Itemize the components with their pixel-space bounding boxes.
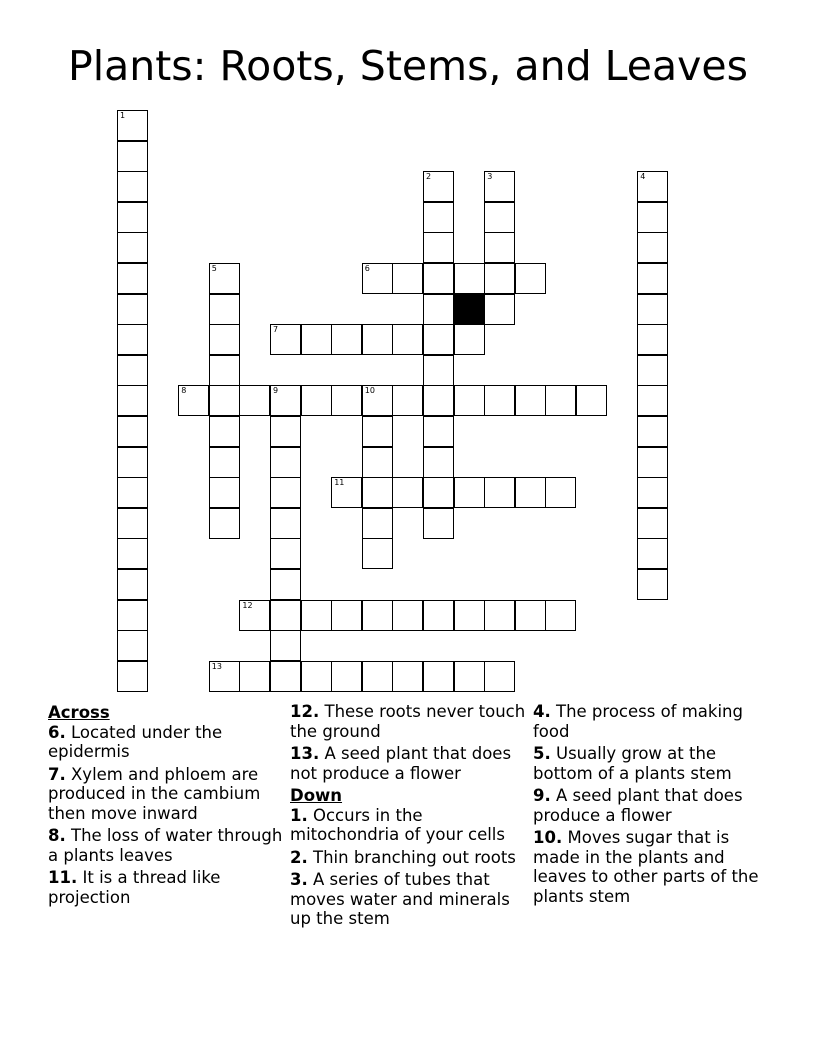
clue-column-3 bbox=[533, 702, 773, 909]
grid-cell[interactable] bbox=[209, 355, 240, 386]
clue-number: 11 bbox=[334, 478, 345, 488]
grid-cell[interactable] bbox=[117, 477, 148, 508]
grid-cell[interactable] bbox=[484, 477, 515, 508]
grid-cell[interactable] bbox=[239, 661, 270, 692]
grid-cell[interactable] bbox=[637, 171, 668, 202]
clue-number: 7 bbox=[273, 325, 279, 335]
clue-number: 9 bbox=[273, 386, 279, 396]
grid-cell[interactable] bbox=[301, 600, 332, 631]
grid-cell[interactable] bbox=[545, 477, 576, 508]
grid-cell[interactable] bbox=[637, 232, 668, 263]
clue-down-9: 9. A seed plant that does produce a flower bbox=[533, 786, 743, 825]
grid-cell[interactable] bbox=[362, 661, 393, 692]
grid-cell[interactable] bbox=[331, 600, 362, 631]
grid-cell[interactable] bbox=[423, 385, 454, 416]
clue-number: 2 bbox=[426, 172, 432, 182]
grid-cell[interactable] bbox=[637, 538, 668, 569]
grid-cell[interactable] bbox=[117, 600, 148, 631]
grid-cell[interactable] bbox=[484, 202, 515, 233]
grid-cell[interactable] bbox=[423, 263, 454, 294]
grid-cell[interactable] bbox=[362, 385, 393, 416]
grid-cell[interactable] bbox=[270, 385, 301, 416]
grid-cell[interactable] bbox=[117, 294, 148, 325]
grid-cell[interactable] bbox=[545, 600, 576, 631]
grid-cell[interactable] bbox=[331, 661, 362, 692]
grid-cell[interactable] bbox=[484, 385, 515, 416]
clue-column-2 bbox=[290, 702, 530, 932]
clue-number: 8 bbox=[181, 386, 187, 396]
grid-cell[interactable] bbox=[209, 477, 240, 508]
grid-cell[interactable] bbox=[423, 202, 454, 233]
grid-cell[interactable] bbox=[117, 385, 148, 416]
grid-cell[interactable] bbox=[423, 171, 454, 202]
clue-number: 10 bbox=[364, 386, 375, 396]
grid-cell[interactable] bbox=[637, 447, 668, 478]
clue-across-12: 12. These roots never touch the ground bbox=[290, 702, 526, 741]
grid-cell[interactable] bbox=[637, 508, 668, 539]
clue-down-10: 10. Moves sugar that is made in the plants and leaves to other parts of the plants stem bbox=[533, 828, 759, 906]
grid-cell[interactable] bbox=[270, 661, 301, 692]
grid-cell[interactable] bbox=[454, 324, 485, 355]
grid-cell[interactable] bbox=[270, 447, 301, 478]
grid-cell[interactable] bbox=[637, 202, 668, 233]
grid-cell[interactable] bbox=[454, 661, 485, 692]
grid-cell[interactable] bbox=[117, 569, 148, 600]
clue-across-7: 7. Xylem and phloem are produced in the cambium then move inward bbox=[48, 764, 261, 823]
clue-number: 6 bbox=[364, 264, 370, 273]
grid-cell[interactable] bbox=[270, 508, 301, 539]
grid-cell[interactable] bbox=[423, 294, 454, 325]
grid-cell[interactable] bbox=[637, 324, 668, 355]
grid-cell[interactable] bbox=[117, 202, 148, 233]
grid-cell[interactable] bbox=[637, 385, 668, 416]
clue-column-1 bbox=[48, 702, 283, 910]
grid-cell[interactable] bbox=[117, 171, 148, 202]
grid-cell[interactable] bbox=[362, 447, 393, 478]
grid-cell[interactable] bbox=[362, 263, 393, 294]
clue-number: 3 bbox=[487, 172, 493, 182]
grid-cell[interactable] bbox=[392, 324, 423, 355]
grid-cell[interactable] bbox=[454, 263, 485, 294]
grid-cell[interactable] bbox=[209, 385, 240, 416]
grid-cell[interactable] bbox=[301, 661, 332, 692]
grid-cell[interactable] bbox=[239, 385, 270, 416]
grid-cell[interactable] bbox=[331, 477, 362, 508]
grid-cell[interactable] bbox=[515, 385, 546, 416]
grid-cell[interactable] bbox=[270, 477, 301, 508]
grid-cell[interactable] bbox=[117, 538, 148, 569]
clue-number: 12 bbox=[242, 600, 253, 610]
grid-cell[interactable] bbox=[209, 324, 240, 355]
grid-cell[interactable] bbox=[484, 294, 515, 325]
clue-across-13: 13. A seed plant that does not produce a flower bbox=[290, 744, 512, 783]
grid-cell[interactable] bbox=[515, 263, 546, 294]
grid-cell[interactable] bbox=[209, 294, 240, 325]
grid-cell[interactable] bbox=[270, 538, 301, 569]
clue-down-4: 4. The process of making food bbox=[533, 702, 743, 741]
across-heading: Across bbox=[48, 703, 110, 722]
grid-cell[interactable] bbox=[423, 447, 454, 478]
grid-cell[interactable] bbox=[270, 416, 301, 447]
grid-cell[interactable] bbox=[423, 508, 454, 539]
grid-cell[interactable] bbox=[515, 600, 546, 631]
grid-cell[interactable] bbox=[270, 630, 301, 661]
grid-cell[interactable] bbox=[515, 477, 546, 508]
grid-cell[interactable] bbox=[209, 661, 240, 692]
grid-cell[interactable] bbox=[423, 324, 454, 355]
grid-cell[interactable] bbox=[117, 508, 148, 539]
clue-number: 13 bbox=[211, 661, 222, 671]
grid-cell[interactable] bbox=[637, 477, 668, 508]
grid-cell[interactable] bbox=[117, 416, 148, 447]
grid-cell[interactable] bbox=[362, 477, 393, 508]
clue-number: 4 bbox=[640, 172, 646, 182]
grid-cell[interactable] bbox=[331, 385, 362, 416]
grid-cell[interactable] bbox=[454, 385, 485, 416]
grid-cell[interactable] bbox=[209, 416, 240, 447]
grid-cell[interactable] bbox=[576, 385, 607, 416]
grid-cell[interactable] bbox=[392, 263, 423, 294]
grid-cell[interactable] bbox=[362, 324, 393, 355]
grid-cell[interactable] bbox=[209, 508, 240, 539]
grid-cell[interactable] bbox=[484, 232, 515, 263]
clue-across-11: 11. It is a thread like projection bbox=[48, 868, 221, 907]
grid-cell[interactable] bbox=[117, 324, 148, 355]
grid-cell[interactable] bbox=[239, 600, 270, 631]
grid-cell[interactable] bbox=[270, 324, 301, 355]
grid-cell[interactable] bbox=[117, 232, 148, 263]
grid-cell[interactable] bbox=[117, 263, 148, 294]
clue-down-2: 2. Thin branching out roots bbox=[290, 847, 516, 867]
grid-cell[interactable] bbox=[484, 600, 515, 631]
grid-cell[interactable] bbox=[484, 263, 515, 294]
grid-cell[interactable] bbox=[545, 385, 576, 416]
clue-number: 1 bbox=[120, 111, 126, 120]
clue-across-8: 8. The loss of water through a plants leaves bbox=[48, 826, 283, 865]
grid-cell[interactable] bbox=[637, 355, 668, 386]
clue-across-6: 6. Located under the epidermis bbox=[48, 722, 223, 761]
grid-cell[interactable] bbox=[117, 141, 148, 172]
grid-cell[interactable] bbox=[637, 416, 668, 447]
grid-cell[interactable] bbox=[392, 600, 423, 631]
grid-cell[interactable] bbox=[423, 416, 454, 447]
grid-cell[interactable] bbox=[392, 385, 423, 416]
clue-down-3: 3. A series of tubes that moves water and minerals up the stem bbox=[290, 870, 510, 928]
grid-cell[interactable] bbox=[117, 110, 148, 141]
grid-cell[interactable] bbox=[209, 447, 240, 478]
clue-down-5: 5. Usually grow at the bottom of a plants stem bbox=[533, 744, 732, 783]
grid-cell[interactable] bbox=[362, 508, 393, 539]
grid-cell[interactable] bbox=[117, 447, 148, 478]
grid-cell[interactable] bbox=[392, 477, 423, 508]
grid-cell[interactable] bbox=[637, 263, 668, 294]
clue-down-1: 1. Occurs in the mitochondria of your cells bbox=[290, 805, 505, 844]
down-heading: Down bbox=[290, 786, 343, 805]
grid-cell[interactable] bbox=[423, 600, 454, 631]
grid-cell[interactable] bbox=[637, 294, 668, 325]
grid-cell[interactable] bbox=[637, 569, 668, 600]
grid-cell[interactable] bbox=[454, 600, 485, 631]
grid-cell[interactable] bbox=[454, 477, 485, 508]
grid-cell[interactable] bbox=[117, 630, 148, 661]
grid-cell[interactable] bbox=[423, 232, 454, 263]
black-cell bbox=[454, 294, 485, 325]
grid-cell[interactable] bbox=[484, 661, 515, 692]
grid-cell[interactable] bbox=[209, 263, 240, 294]
grid-cell[interactable] bbox=[270, 569, 301, 600]
grid-cell[interactable] bbox=[301, 385, 332, 416]
grid-cell[interactable] bbox=[270, 600, 301, 631]
grid-cell[interactable] bbox=[423, 355, 454, 386]
grid-cell[interactable] bbox=[423, 477, 454, 508]
grid-cell[interactable] bbox=[331, 324, 362, 355]
puzzle-title: Plants: Roots, Stems, and Leaves bbox=[67, 42, 748, 90]
grid-cell[interactable] bbox=[117, 355, 148, 386]
grid-cell[interactable] bbox=[117, 661, 148, 692]
clue-number: 5 bbox=[211, 264, 217, 273]
grid-cell[interactable] bbox=[392, 661, 423, 692]
grid-cell[interactable] bbox=[178, 385, 209, 416]
grid-cell[interactable] bbox=[484, 171, 515, 202]
grid-cell[interactable] bbox=[301, 324, 332, 355]
grid-cell[interactable] bbox=[362, 416, 393, 447]
grid-cell[interactable] bbox=[423, 661, 454, 692]
grid-cell[interactable] bbox=[362, 538, 393, 569]
grid-cell[interactable] bbox=[362, 600, 393, 631]
